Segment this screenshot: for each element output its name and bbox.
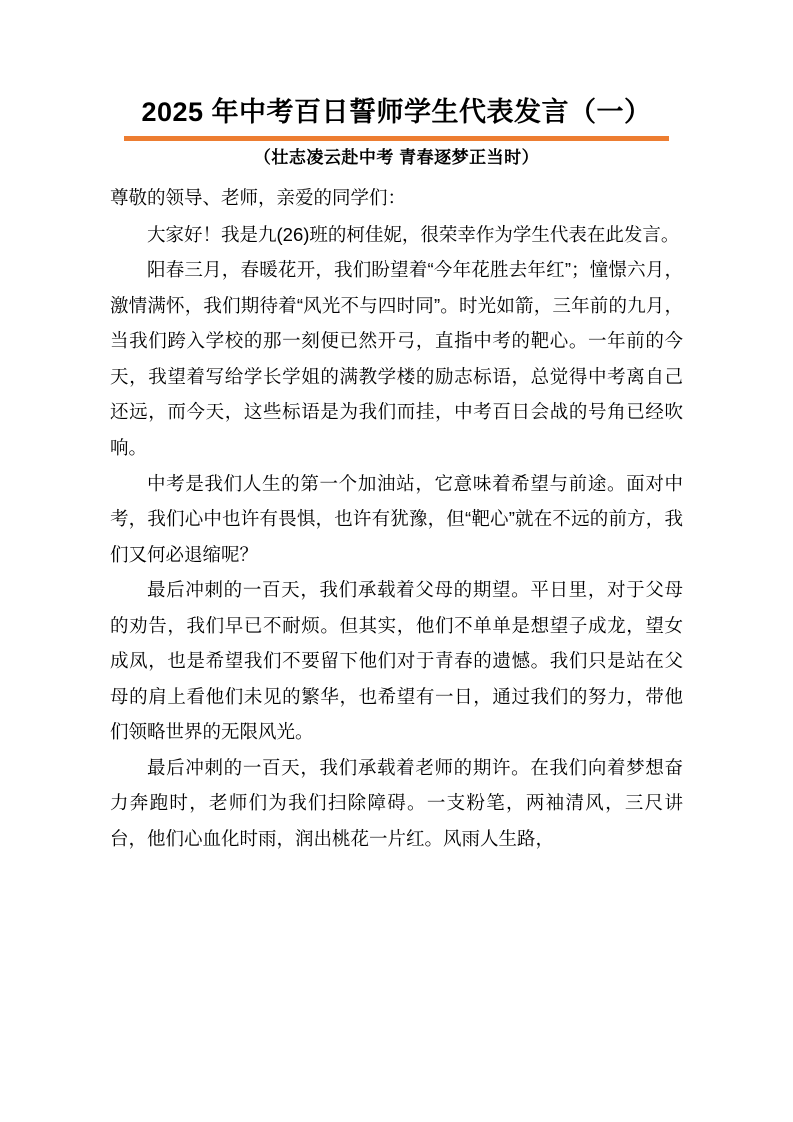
salutation: 尊敬的领导、老师，亲爱的同学们： <box>110 186 407 208</box>
title-divider <box>124 136 669 141</box>
page-title: 2025 年中考百日誓师学生代表发言（一） <box>141 97 652 127</box>
body-paragraph: 中考是我们人生的第一个加油站，它意味着希望与前途。面对中考，我们心中也许有畏惧，也许有犹豫，但“靶心”就在不远的前方，我们又何必退缩呢？ <box>110 472 683 565</box>
body-paragraph: 最后冲刺的一百天，我们承载着老师的期许。在我们向着梦想奋力奔跑时，老师们为我们扫除障碍。一支粉笔，两袖清风，三尺讲台，他们心血化时雨，润出桃花一片红。风雨人生路， <box>110 756 683 849</box>
body-paragraph: 最后冲刺的一百天，我们承载着父母的期望。平日里，对于父母的劝告，我们早已不耐烦。但其实，他们不单单是想望子成龙，望女成凤，也是希望我们不要留下他们对于青春的遗憾。我们只是站在父母的肩上看他们未见的繁华，也希望有一日，通过我们的努力，带他们领略世界的无限风光。 <box>110 579 683 743</box>
body-paragraph: 阳春三月，春暖花开，我们盼望着“今年花胜去年红”；憧憬六月，激情满怀，我们期待着“风光不与四时同”。时光如箭，三年前的九月，当我们跨入学校的那一刻便已然开弓，直指中考的靶心。一年前的今天，我望着写给学长学姐的满教学楼的励志标语，总觉得中考离自己还远，而今天，这些标语是为我们而挂，中考百日会战的号角已经吹响。 <box>110 259 683 458</box>
body-paragraph: 大家好！我是九(26)班的柯佳妮，很荣幸作为学生代表在此发言。 <box>147 223 680 245</box>
page-subtitle: （壮志凌云赴中考 青春逐梦正当时） <box>253 147 540 167</box>
